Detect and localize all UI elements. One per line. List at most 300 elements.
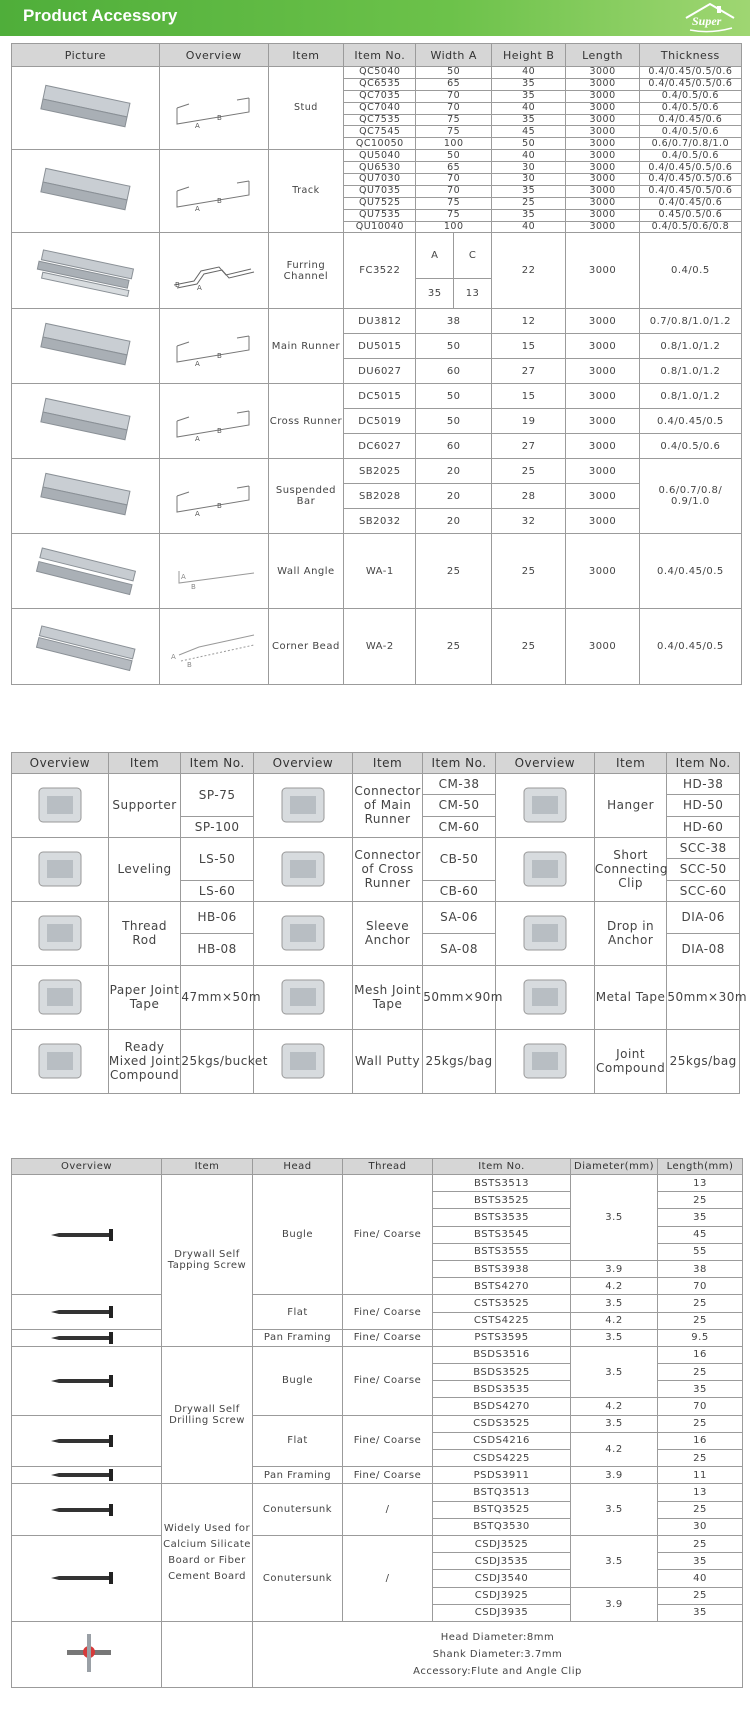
height-value: 25 bbox=[491, 609, 565, 685]
height-value: 12 bbox=[491, 309, 565, 334]
item-no: LS-50 bbox=[181, 837, 254, 880]
screw-picture bbox=[12, 1467, 162, 1484]
length-value: 3000 bbox=[566, 174, 639, 186]
nail-picture bbox=[12, 1621, 162, 1687]
height-value: 35 bbox=[491, 185, 565, 197]
height-value: 40 bbox=[491, 150, 565, 162]
corner-bead-picture bbox=[12, 609, 160, 685]
accessory-photo-icon bbox=[268, 906, 338, 960]
length: 38 bbox=[658, 1260, 743, 1277]
diameter: 3.5 bbox=[571, 1484, 658, 1536]
length: 35 bbox=[658, 1553, 743, 1570]
track-diagram bbox=[159, 150, 268, 233]
length: 70 bbox=[658, 1278, 743, 1295]
item-no: LS-60 bbox=[181, 880, 254, 901]
table-row bbox=[12, 1346, 743, 1363]
c-value: 13 bbox=[454, 278, 491, 308]
height-value: 45 bbox=[491, 126, 565, 138]
diameter: 3.9 bbox=[571, 1260, 658, 1277]
screw-picture bbox=[12, 1295, 162, 1329]
item-no: QU7535 bbox=[344, 209, 416, 221]
svg-text:B: B bbox=[174, 280, 181, 289]
thickness-value: 0.8/1.0/1.2 bbox=[639, 334, 741, 359]
head-type: Conutersunk bbox=[253, 1535, 343, 1621]
accessory-photo-icon bbox=[268, 778, 338, 832]
item-no: CSDS4216 bbox=[433, 1432, 571, 1449]
item-name: Wall Angle bbox=[268, 534, 344, 609]
accessory-photo-icon bbox=[25, 842, 95, 896]
accessory-photo-icon bbox=[268, 970, 338, 1024]
c-label: C bbox=[454, 233, 491, 278]
screw-picture bbox=[12, 1484, 162, 1536]
col-header: Item bbox=[268, 44, 344, 67]
height-value: 15 bbox=[491, 334, 565, 359]
table-header-row bbox=[12, 753, 740, 774]
screw-icon bbox=[47, 1304, 127, 1320]
item-no: PSTS3595 bbox=[433, 1329, 571, 1346]
item-no: BSTS4270 bbox=[433, 1278, 571, 1295]
diameter: 3.5 bbox=[571, 1329, 658, 1346]
length-value: 3000 bbox=[566, 334, 639, 359]
thickness-value: 0.4/0.5/0.6 bbox=[639, 434, 741, 459]
item-no: CB-60 bbox=[423, 880, 496, 901]
width-value: 20 bbox=[416, 484, 492, 509]
length-value: 3000 bbox=[566, 384, 639, 409]
length: 13 bbox=[658, 1484, 743, 1501]
screw-table bbox=[11, 1158, 743, 1688]
accessory-table bbox=[11, 752, 748, 1094]
height-value: 32 bbox=[491, 509, 565, 534]
svg-text:B: B bbox=[216, 197, 223, 206]
item-no: CSTS3525 bbox=[433, 1295, 571, 1312]
item-no: BSTQ3525 bbox=[433, 1501, 571, 1518]
accessory-photo-icon bbox=[25, 906, 95, 960]
svg-text:B: B bbox=[216, 352, 223, 361]
thickness-value: 0.4/0.45/0.5/0.6 bbox=[639, 174, 741, 186]
length: 25 bbox=[658, 1192, 743, 1209]
screw-icon bbox=[47, 1570, 127, 1586]
width-value: 70 bbox=[416, 174, 492, 186]
width-value: 75 bbox=[416, 209, 492, 221]
svg-text:A: A bbox=[194, 122, 200, 131]
thread-type: / bbox=[343, 1484, 433, 1536]
width-value: 100 bbox=[416, 221, 492, 233]
item-no: SP-75 bbox=[181, 774, 254, 817]
length: 25 bbox=[658, 1312, 743, 1329]
thread-type: / bbox=[343, 1535, 433, 1621]
col-header: Item No. bbox=[433, 1159, 571, 1175]
length: 25 bbox=[658, 1364, 743, 1381]
accessory-photo-icon bbox=[268, 1034, 338, 1088]
thickness-value: 0.4/0.45/0.5/0.6 bbox=[639, 67, 741, 79]
length-value: 3000 bbox=[566, 233, 639, 309]
length: 25 bbox=[658, 1415, 743, 1432]
item-no: QC5040 bbox=[344, 67, 416, 79]
cross_runner-picture bbox=[12, 384, 160, 459]
item-no: FC3522 bbox=[344, 233, 416, 309]
accessory-photo-icon bbox=[268, 842, 338, 896]
note-line: Accessory:Flute and Angle Clip bbox=[413, 1665, 582, 1677]
length-value: 3000 bbox=[566, 609, 639, 685]
col-header: Overview bbox=[12, 1159, 162, 1175]
item-name: Sleeve Anchor bbox=[352, 901, 422, 965]
length-value: 3000 bbox=[566, 209, 639, 221]
item-no: BSDS3516 bbox=[433, 1346, 571, 1363]
item-no: QU7525 bbox=[344, 197, 416, 209]
item-name: Metal Tape bbox=[594, 965, 667, 1029]
thickness-value: 0.8/1.0/1.2 bbox=[639, 359, 741, 384]
accessory-picture bbox=[12, 1029, 109, 1093]
table-row bbox=[12, 774, 740, 795]
item-name: Ready Mixed Joint Compound bbox=[108, 1029, 181, 1093]
cross_runner-diagram bbox=[159, 384, 268, 459]
metal-profile-icon bbox=[30, 241, 140, 301]
thickness-value: 0.4/0.5/0.6 bbox=[639, 150, 741, 162]
col-header: Thickness bbox=[639, 44, 741, 67]
item-name: Track bbox=[268, 150, 344, 233]
accessory-picture bbox=[12, 837, 109, 901]
table-row bbox=[12, 901, 740, 933]
item-no: BSTS3555 bbox=[433, 1243, 571, 1260]
width-value: 100 bbox=[416, 138, 492, 150]
height-value: 25 bbox=[491, 534, 565, 609]
accessory-picture bbox=[253, 1029, 352, 1093]
item-no: QC7545 bbox=[344, 126, 416, 138]
table-row bbox=[12, 609, 742, 685]
height-value: 35 bbox=[491, 78, 565, 90]
length-value: 3000 bbox=[566, 67, 639, 79]
width-value: 70 bbox=[416, 102, 492, 114]
item-no: QU10040 bbox=[344, 221, 416, 233]
length-value: 3000 bbox=[566, 359, 639, 384]
length-value: 3000 bbox=[566, 484, 639, 509]
thickness-value: 0.6/0.7/0.8/ 0.9/1.0 bbox=[639, 459, 741, 534]
col-header: Width A bbox=[416, 44, 492, 67]
width-value: 65 bbox=[416, 162, 492, 174]
item-no: BSTS3938 bbox=[433, 1260, 571, 1277]
table-header-row bbox=[12, 1159, 743, 1175]
table-row bbox=[12, 67, 742, 79]
table-header-row bbox=[12, 44, 742, 67]
table-row bbox=[12, 1175, 743, 1192]
width-split-cell bbox=[416, 233, 492, 309]
item-no: CSDJ3935 bbox=[433, 1604, 571, 1621]
item-no: QC7035 bbox=[344, 90, 416, 102]
item-no: SCC-38 bbox=[667, 837, 740, 858]
col-header: Item No. bbox=[181, 753, 254, 774]
length-value: 3000 bbox=[566, 534, 639, 609]
item-name: Corner Bead bbox=[268, 609, 344, 685]
profile-diagram-icon bbox=[169, 324, 259, 368]
item-name: Suspended Bar bbox=[268, 459, 344, 534]
item-no: BSTQ3530 bbox=[433, 1518, 571, 1535]
item-no: HB-06 bbox=[181, 901, 254, 933]
item-no: CSDS3525 bbox=[433, 1415, 571, 1432]
screw-picture bbox=[12, 1329, 162, 1346]
length: 13 bbox=[658, 1175, 743, 1192]
item-no: CSDJ3535 bbox=[433, 1553, 571, 1570]
item-name: Cross Runner bbox=[268, 384, 344, 459]
main_runner-diagram bbox=[159, 309, 268, 384]
length-value: 3000 bbox=[566, 409, 639, 434]
item-no: SA-08 bbox=[423, 933, 496, 965]
item-no: SCC-50 bbox=[667, 859, 740, 880]
accessory-photo-icon bbox=[25, 970, 95, 1024]
diameter: 3.5 bbox=[571, 1175, 658, 1261]
table-row bbox=[12, 384, 742, 409]
thickness-value: 0.4/0.5 bbox=[639, 233, 741, 309]
note-line: Shank Diameter:3.7mm bbox=[432, 1648, 563, 1660]
metal-profile-icon bbox=[30, 73, 140, 143]
height-value: 22 bbox=[491, 233, 565, 309]
height-value: 40 bbox=[491, 67, 565, 79]
height-value: 25 bbox=[491, 459, 565, 484]
diameter: 3.5 bbox=[571, 1346, 658, 1398]
accessory-picture bbox=[495, 1029, 594, 1093]
thickness-value: 0.4/0.45/0.5 bbox=[639, 609, 741, 685]
item-no: DIA-06 bbox=[667, 901, 740, 933]
item-no: CSDS4225 bbox=[433, 1450, 571, 1467]
table-row bbox=[12, 965, 740, 1029]
length-value: 3000 bbox=[566, 90, 639, 102]
wall-angle-diagram bbox=[159, 534, 268, 609]
table-row bbox=[12, 837, 740, 858]
diameter: 3.9 bbox=[571, 1467, 658, 1484]
accessory-picture bbox=[495, 837, 594, 901]
accessory-picture bbox=[12, 901, 109, 965]
height-value: 27 bbox=[491, 359, 565, 384]
accessory-picture bbox=[495, 965, 594, 1029]
suspended_bar-diagram bbox=[159, 459, 268, 534]
screw-picture bbox=[12, 1175, 162, 1295]
thickness-value: 0.45/0.5/0.6 bbox=[639, 209, 741, 221]
item-no: BSTS3535 bbox=[433, 1209, 571, 1226]
item-no: SB2025 bbox=[344, 459, 416, 484]
table-row bbox=[12, 1535, 743, 1552]
diameter: 4.2 bbox=[571, 1398, 658, 1415]
length-value: 3000 bbox=[566, 78, 639, 90]
furring-diagram bbox=[159, 233, 268, 309]
item-no: WA-1 bbox=[344, 534, 416, 609]
length-value: 3000 bbox=[566, 434, 639, 459]
width-value: 60 bbox=[416, 434, 492, 459]
length: 25 bbox=[658, 1450, 743, 1467]
width-value: 75 bbox=[416, 197, 492, 209]
head-type: Conutersunk bbox=[253, 1484, 343, 1536]
diameter: 3.9 bbox=[571, 1587, 658, 1621]
item-no: 50mm×90m bbox=[423, 965, 496, 1029]
item-no: DC5019 bbox=[344, 409, 416, 434]
item-no: CM-38 bbox=[423, 774, 496, 795]
length: 25 bbox=[658, 1295, 743, 1312]
item-no: QC7535 bbox=[344, 114, 416, 126]
width-value: 70 bbox=[416, 90, 492, 102]
metal-profile-icon bbox=[30, 463, 140, 529]
screw-icon bbox=[47, 1433, 127, 1449]
screw-picture bbox=[12, 1346, 162, 1415]
col-header: Overview bbox=[159, 44, 268, 67]
width-value: 50 bbox=[416, 67, 492, 79]
accessory-picture bbox=[253, 901, 352, 965]
length: 11 bbox=[658, 1467, 743, 1484]
length: 16 bbox=[658, 1346, 743, 1363]
logo-text: Super bbox=[692, 14, 722, 28]
item-no: QC6535 bbox=[344, 78, 416, 90]
accessory-photo-icon bbox=[510, 906, 580, 960]
length: 16 bbox=[658, 1432, 743, 1449]
width-value: 60 bbox=[416, 359, 492, 384]
page-title: Product Accessory bbox=[23, 6, 178, 25]
thickness-value: 0.4/0.45/0.5 bbox=[639, 409, 741, 434]
item-no: 47mm×50m bbox=[181, 965, 254, 1029]
width-value: 50 bbox=[416, 150, 492, 162]
item-no: QC7040 bbox=[344, 102, 416, 114]
svg-text:B: B bbox=[216, 502, 223, 511]
thickness-value: 0.6/0.7/0.8/1.0 bbox=[639, 138, 741, 150]
height-value: 35 bbox=[491, 114, 565, 126]
item-name: Furring Channel bbox=[268, 233, 344, 309]
col-header: Overview bbox=[253, 753, 352, 774]
height-value: 30 bbox=[491, 174, 565, 186]
item-no: CB-50 bbox=[423, 837, 496, 880]
svg-text:A: A bbox=[194, 360, 200, 369]
thread-type: Fine/ Coarse bbox=[343, 1175, 433, 1295]
col-header: Item No. bbox=[423, 753, 496, 774]
width-value: 25 bbox=[416, 534, 492, 609]
head-type: Bugle bbox=[253, 1346, 343, 1415]
col-header: Item bbox=[594, 753, 667, 774]
item-no: CSDJ3540 bbox=[433, 1570, 571, 1587]
table-row bbox=[12, 1415, 743, 1432]
item-name: Hanger bbox=[594, 774, 667, 838]
item-no: CM-50 bbox=[423, 795, 496, 816]
thread-type: Fine/ Coarse bbox=[343, 1329, 433, 1346]
track-picture bbox=[12, 150, 160, 233]
metal-profile-icon bbox=[30, 541, 140, 601]
item-no: DIA-08 bbox=[667, 933, 740, 965]
length: 30 bbox=[658, 1518, 743, 1535]
note-line: Head Diameter:8mm bbox=[440, 1631, 555, 1643]
item-no: BSTQ3513 bbox=[433, 1484, 571, 1501]
item-no: CSDJ3925 bbox=[433, 1587, 571, 1604]
anchor-nail-icon bbox=[47, 1624, 127, 1684]
accessory-photo-icon bbox=[510, 842, 580, 896]
metal-profile-icon bbox=[30, 313, 140, 379]
col-header: Length bbox=[566, 44, 639, 67]
col-header: Picture bbox=[12, 44, 160, 67]
svg-text:A: A bbox=[194, 205, 200, 214]
item-name: Leveling bbox=[108, 837, 181, 901]
furring-picture bbox=[12, 233, 160, 309]
accessory-picture bbox=[495, 901, 594, 965]
accessory-photo-icon bbox=[25, 1034, 95, 1088]
item-name: Drop in Anchor bbox=[594, 901, 667, 965]
thickness-value: 0.4/0.45/0.5/0.6 bbox=[639, 185, 741, 197]
item-no: QU7035 bbox=[344, 185, 416, 197]
empty-cell bbox=[162, 1621, 253, 1687]
item-no: 50mm×30m bbox=[667, 965, 740, 1029]
table-row bbox=[12, 534, 742, 609]
item-name: Widely Used for Calcium Silicate Board or Fiber Cement Board bbox=[162, 1484, 253, 1622]
svg-text:A: A bbox=[194, 510, 200, 519]
profile-diagram-icon bbox=[169, 251, 259, 291]
perforated-profile-icon bbox=[30, 617, 140, 677]
height-value: 35 bbox=[491, 90, 565, 102]
a-label: A bbox=[416, 233, 453, 278]
item-no: DU5015 bbox=[344, 334, 416, 359]
width-value: 20 bbox=[416, 459, 492, 484]
height-value: 30 bbox=[491, 162, 565, 174]
profile-table bbox=[11, 43, 742, 685]
header-banner bbox=[0, 0, 750, 36]
col-header: Item No. bbox=[344, 44, 416, 67]
width-value: 38 bbox=[416, 309, 492, 334]
main_runner-picture bbox=[12, 309, 160, 384]
length-value: 3000 bbox=[566, 309, 639, 334]
width-value: 20 bbox=[416, 509, 492, 534]
item-no: SB2028 bbox=[344, 484, 416, 509]
profile-diagram-icon bbox=[169, 627, 259, 667]
item-no: CSDJ3525 bbox=[433, 1535, 571, 1552]
item-name: Stud bbox=[268, 67, 344, 150]
item-no: QC10050 bbox=[344, 138, 416, 150]
length: 9.5 bbox=[658, 1329, 743, 1346]
diameter: 4.2 bbox=[571, 1432, 658, 1466]
item-no: DC5015 bbox=[344, 384, 416, 409]
item-no: BSDS3525 bbox=[433, 1364, 571, 1381]
height-value: 40 bbox=[491, 102, 565, 114]
length: 45 bbox=[658, 1226, 743, 1243]
diameter: 3.5 bbox=[571, 1415, 658, 1432]
accessory-picture bbox=[253, 837, 352, 901]
svg-text:A: A bbox=[196, 283, 202, 292]
accessory-photo-icon bbox=[510, 970, 580, 1024]
item-no: 25kgs/bucket bbox=[181, 1029, 254, 1093]
col-header: Overview bbox=[12, 753, 109, 774]
screw-icon bbox=[47, 1227, 127, 1243]
col-header: Length(mm) bbox=[658, 1159, 743, 1175]
diameter: 3.5 bbox=[571, 1535, 658, 1587]
length-value: 3000 bbox=[566, 197, 639, 209]
head-type: Pan Framing bbox=[253, 1329, 343, 1346]
svg-text:A: A bbox=[180, 573, 186, 582]
thickness-value: 0.7/0.8/1.0/1.2 bbox=[639, 309, 741, 334]
length: 40 bbox=[658, 1570, 743, 1587]
height-value: 19 bbox=[491, 409, 565, 434]
stud-picture bbox=[12, 67, 160, 150]
item-no: DU3812 bbox=[344, 309, 416, 334]
item-no: HD-50 bbox=[667, 795, 740, 816]
height-value: 27 bbox=[491, 434, 565, 459]
item-no: HD-60 bbox=[667, 816, 740, 837]
item-no: SA-06 bbox=[423, 901, 496, 933]
width-value: 50 bbox=[416, 409, 492, 434]
suspended_bar-picture bbox=[12, 459, 160, 534]
length-value: 3000 bbox=[566, 102, 639, 114]
item-name: Wall Putty bbox=[352, 1029, 422, 1093]
width-split bbox=[416, 233, 491, 308]
length: 35 bbox=[658, 1209, 743, 1226]
col-header: Diameter(mm) bbox=[571, 1159, 658, 1175]
item-no: BSTS3545 bbox=[433, 1226, 571, 1243]
table-row bbox=[12, 1295, 743, 1312]
thickness-value: 0.4/0.45/0.6 bbox=[639, 197, 741, 209]
thread-type: Fine/ Coarse bbox=[343, 1295, 433, 1329]
screw-icon bbox=[47, 1330, 127, 1346]
table-row bbox=[12, 1621, 743, 1687]
height-value: 50 bbox=[491, 138, 565, 150]
item-name: Connector of Main Runner bbox=[352, 774, 422, 838]
